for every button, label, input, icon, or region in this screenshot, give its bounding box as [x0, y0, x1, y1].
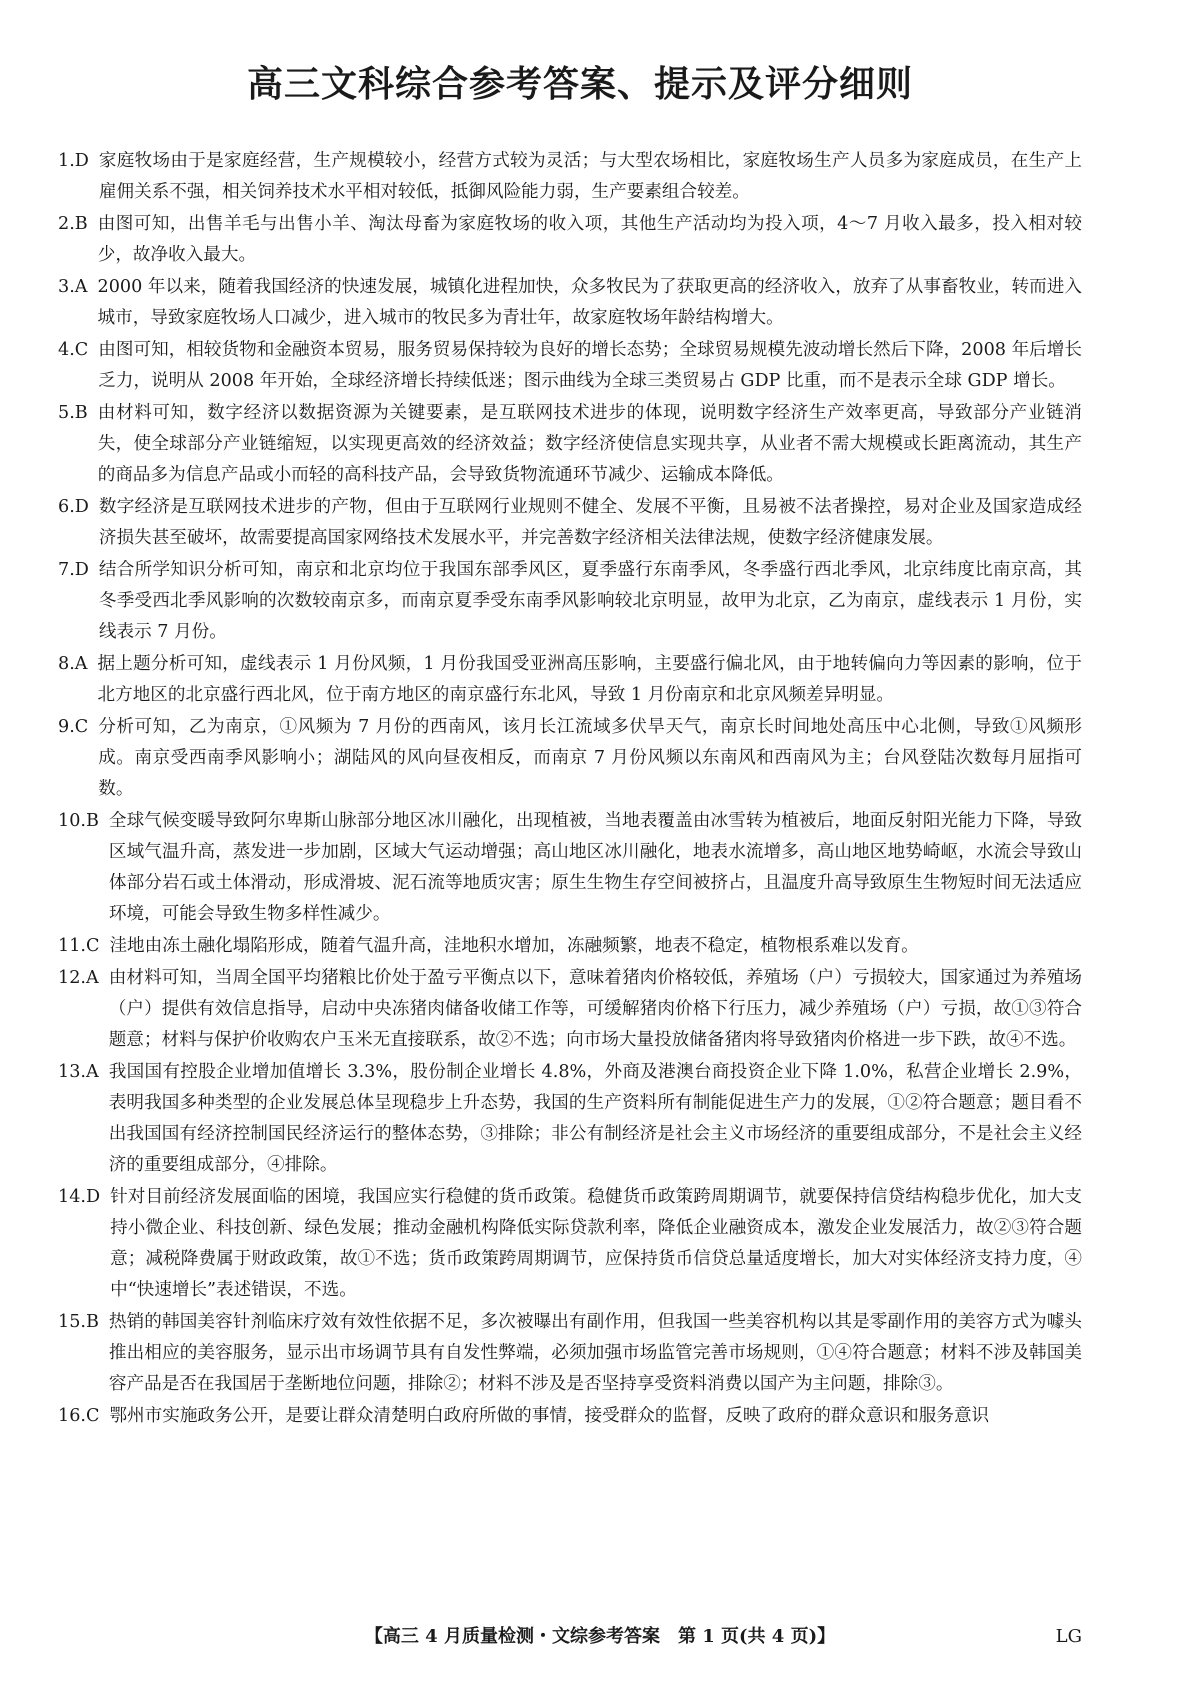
answer-explanation: 分析可知，乙为南京，①风频为 7 月份的西南风，该月长江流域多伏旱天气，南京长时间地处高压中心北侧，导致①风频形成。南京受西南季风影响小；湖陆风的风向昼夜相反，而南京 7 月份风频以东南风和西南风为主；台风登陆次数每月屈指可数。	[98, 717, 1082, 799]
answer-number: 4.C	[58, 340, 89, 360]
answer-item	[38, 1307, 1082, 1400]
answer-number: 6.D	[58, 497, 89, 517]
answer-list	[38, 146, 1082, 1432]
answer-number: 2.B	[58, 214, 88, 234]
page-title: 高三文科综合参考答案、提示及评分细则	[246, 63, 913, 105]
answer-explanation: 数字经济是互联网技术进步的产物，但由于互联网行业规则不健全、发展不平衡，且易被不法者操控，易对企业及国家造成经济损失甚至破坏，故需要提高国家网络技术发展水平，并完善数字经济相关法律法规，使数字经济健康发展。	[98, 497, 1082, 548]
answer-item	[38, 712, 1082, 805]
answer-item	[38, 146, 1082, 208]
answer-number: 13.A	[58, 1062, 99, 1082]
answer-item	[38, 1401, 1082, 1432]
answer-item	[38, 398, 1082, 491]
answer-item	[38, 1182, 1082, 1306]
answer-number: 15.B	[58, 1312, 99, 1332]
answer-item	[38, 272, 1082, 334]
answer-explanation: 鄂州市实施政务公开，是要让群众清楚明白政府所做的事情，接受群众的监督，反映了政府的群众意识和服务意识	[109, 1406, 990, 1426]
answer-number: 5.B	[58, 403, 88, 423]
answer-explanation: 洼地由冻土融化塌陷形成，随着气温升高，洼地积水增加，冻融频繁，地表不稳定，植物根系难以发育。	[109, 936, 919, 956]
answer-item	[38, 209, 1082, 271]
answer-item	[38, 555, 1082, 648]
answer-number: 16.C	[58, 1406, 100, 1426]
answer-number: 11.C	[58, 936, 100, 956]
answer-explanation: 由图可知，出售羊毛与出售小羊、淘汰母畜为家庭牧场的收入项，其他生产活动均为投入项，4～7 月收入最多，投入相对较少，故净收入最大。	[97, 214, 1082, 265]
answer-number: 12.A	[58, 968, 99, 988]
answer-explanation: 结合所学知识分析可知，南京和北京均位于我国东部季风区，夏季盛行东南季风，冬季盛行西北季风，北京纬度比南京高，其冬季受西北季风影响的次数较南京多，而南京夏季受东南季风影响较北京明显，故甲为北京，乙为南京，虚线表示 1 月份，实线表示 7 月份。	[98, 560, 1082, 642]
answer-explanation: 热销的韩国美容针剂临床疗效有效性依据不足，多次被曝出有副作用，但我国一些美容机构以其是零副作用的美容方式为噱头推出相应的美容服务，显示出市场调节具有自发性弊端，必须加强市场监管完善市场规则，①④符合题意；材料不涉及韩国美容产品是否在我国居于垄断地位问题，排除②；材料不涉及是否坚持享受资料消费以国产为主问题，排除③。	[108, 1312, 1082, 1394]
answer-item	[38, 963, 1082, 1056]
answer-number: 3.A	[58, 277, 88, 297]
answer-explanation: 由材料可知，数字经济以数据资源为关键要素，是互联网技术进步的体现，说明数字经济生产效率更高，导致部分产业链消失，使全球部分产业链缩短，以实现更高效的经济效益；数字经济使信息实现共享，从业者不需大规模或长距离流动，其生产的商品多为信息产品或小而轻的高科技产品，会导致货物流通环节减少、运输成本降低。	[97, 403, 1082, 485]
answer-item	[38, 931, 1082, 962]
answer-item	[38, 335, 1082, 397]
answer-explanation: 据上题分析可知，虚线表示 1 月份风频，1 月份我国受亚洲高压影响，主要盛行偏北风，由于地转偏向力等因素的影响，位于北方地区的北京盛行西北风，位于南方地区的南京盛行东北风，导致 1 月份南京和北京风频差异明显。	[97, 654, 1082, 705]
answer-number: 10.B	[58, 811, 99, 831]
answer-number: 9.C	[58, 717, 89, 737]
answer-item	[38, 649, 1082, 711]
answer-number: 8.A	[58, 654, 88, 674]
answer-explanation: 由图可知，相较货物和金融资本贸易，服务贸易保持较为良好的增长态势；全球贸易规模先波动增长然后下降，2008 年后增长乏力，说明从 2008 年开始，全球经济增长持续低迷；图示曲线为全球三类贸易占 GDP 比重，而不是表示全球 GDP 增长。	[98, 340, 1082, 391]
answer-explanation: 针对目前经济发展面临的困境，我国应实行稳健的货币政策。稳健货币政策跨周期调节，就要保持信贷结构稳步优化，加大支持小微企业、科技创新、绿色发展；推动金融机构降低实际贷款利率，降低企业融资成本，激发企业发展活力，故②③符合题意；减税降费属于财政政策，故①不选；货币政策跨周期调节，应保持货币信贷总量适度增长，加大对实体经济支持力度，④中“快速增长”表述错误，不选。	[110, 1187, 1082, 1300]
answer-number: 14.D	[58, 1187, 101, 1207]
answer-number: 1.D	[58, 151, 89, 171]
answer-item	[38, 1057, 1082, 1181]
answer-explanation: 2000 年以来，随着我国经济的快速发展，城镇化进程加快，众多牧民为了获取更高的经济收入，放弃了从事畜牧业，转而进入城市，导致家庭牧场人口减少，进入城市的牧民多为青壮年，故家庭牧场年龄结构增大。	[97, 277, 1082, 328]
answer-explanation: 全球气候变暖导致阿尔卑斯山脉部分地区冰川融化，出现植被，当地表覆盖由冰雪转为植被后，地面反射阳光能力下降，导致区域气温升高，蒸发进一步加剧，区域大气运动增强；高山地区冰川融化，地表水流增多，高山地区地势崎岖，水流会导致山体部分岩石或土体滑动，形成滑坡、泥石流等地质灾害；原生生物生存空间被挤占，且温度升高导致原生生物短时间无法适应环境，可能会导致生物多样性减少。	[108, 811, 1082, 924]
footer-page-info: 【高三 4 月质量检测・文综参考答案 第 1 页(共 4 页)】	[364, 1626, 836, 1647]
answer-item	[38, 492, 1082, 554]
answer-explanation: 家庭牧场由于是家庭经营，生产规模较小，经营方式较为灵活；与大型农场相比，家庭牧场生产人员多为家庭成员，在生产上雇佣关系不强，相关饲养技术水平相对较低，抵御风险能力弱，生产要素组合较差。	[98, 151, 1082, 202]
answer-item	[38, 806, 1082, 930]
answer-explanation: 我国国有控股企业增加值增长 3.3%，股份制企业增长 4.8%，外商及港澳台商投资企业下降 1.0%，私营企业增长 2.9%，表明我国多种类型的企业发展总体呈现稳步上升态势，我国的生产资料所有制能促进生产力的发展，①②符合题意；题目看不出我国国有经济控制国民经济运行的整体态势，③排除；非公有制经济是社会主义市场经济的重要组成部分，不是社会主义经济的重要组成部分，④排除。	[108, 1062, 1082, 1175]
answer-number: 7.D	[58, 560, 89, 580]
answer-explanation: 由材料可知，当周全国平均猪粮比价处于盈亏平衡点以下，意味着猪肉价格较低，养殖场（户）亏损较大，国家通过为养殖场（户）提供有效信息指导，启动中央冻猪肉储备收储工作等，可缓解猪肉价格下行压力，减少养殖场（户）亏损，故①③符合题意；材料与保护价收购农户玉米无直接联系，故②不选；向市场大量投放储备猪肉将导致猪肉价格进一步下跌，故④不选。	[108, 968, 1082, 1050]
footer-code: LG	[1055, 1626, 1082, 1647]
